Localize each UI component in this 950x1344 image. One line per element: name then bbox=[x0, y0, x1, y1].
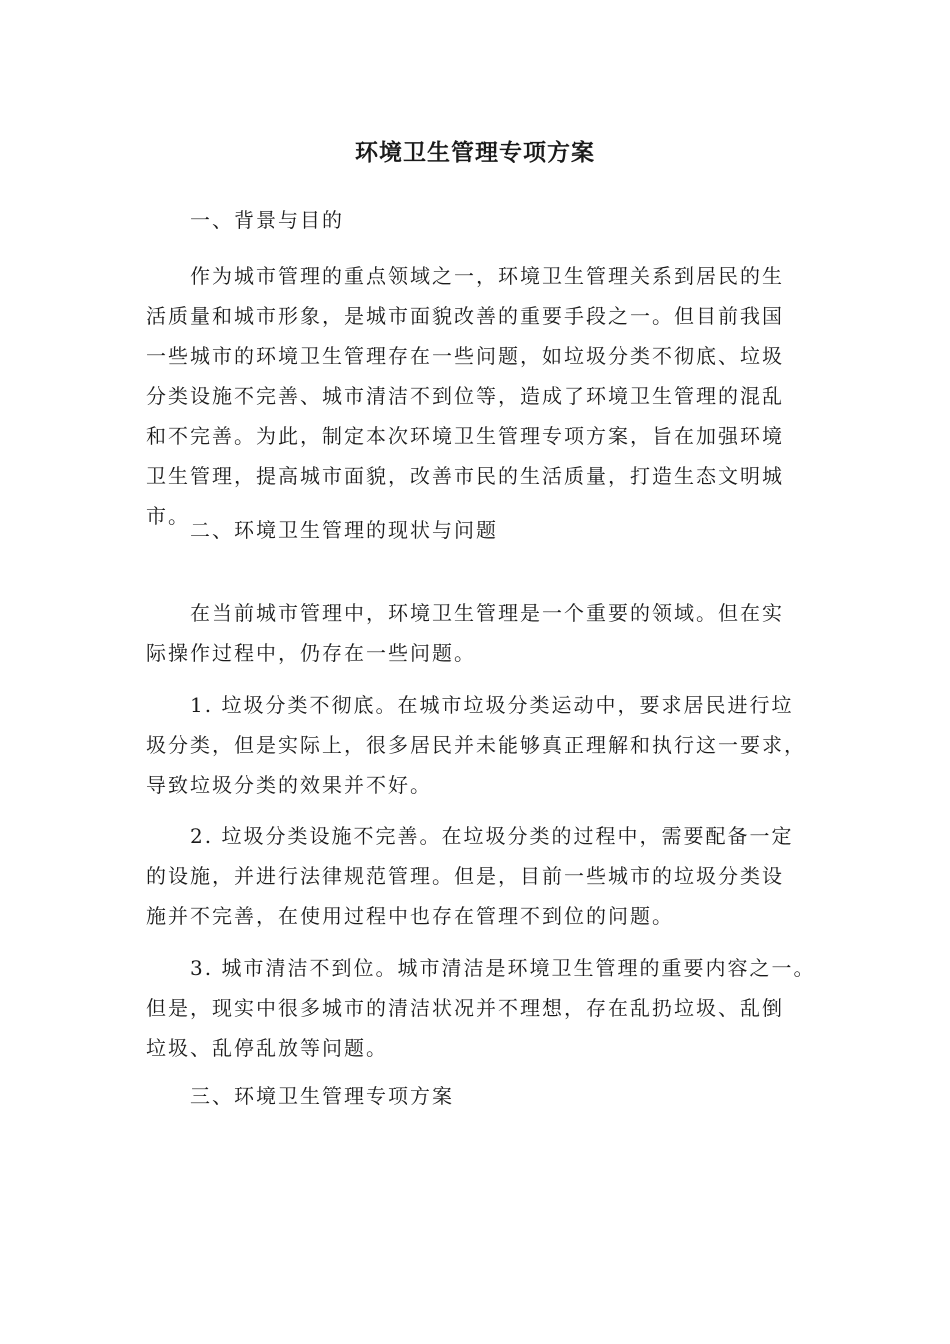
section-heading-text: 二、环境卫生管理的现状与问题 bbox=[190, 518, 498, 542]
paragraph-line: 一些城市的环境卫生管理存在一些问题，如垃圾分类不彻底、垃圾 bbox=[146, 344, 784, 368]
section-heading-text: 三、环境卫生管理专项方案 bbox=[190, 1084, 454, 1108]
document-title: 环境卫生管理专项方案 bbox=[355, 140, 595, 166]
list-item-cleaning bbox=[146, 948, 816, 1068]
paragraph-line: 圾分类，但是实际上，很多居民并未能够真正理解和执行这一要求， bbox=[146, 733, 806, 757]
list-item-facilities bbox=[146, 816, 806, 936]
section-heading-status bbox=[146, 510, 806, 550]
section-heading-background bbox=[146, 200, 806, 240]
paragraph-line: 导致垃圾分类的效果并不好。 bbox=[146, 773, 432, 797]
paragraph-line: 施并不完善，在使用过程中也存在管理不到位的问题。 bbox=[146, 904, 674, 928]
paragraph-line: 市。 bbox=[146, 504, 190, 528]
section-heading-plan bbox=[146, 1076, 806, 1116]
paragraph-line: 垃圾、乱停乱放等问题。 bbox=[146, 1036, 388, 1060]
section-heading-text: 一、背景与目的 bbox=[190, 208, 344, 232]
paragraph-line: 作为城市管理的重点领域之一，环境卫生管理关系到居民的生 bbox=[190, 264, 784, 288]
paragraph-line: 1. 垃圾分类不彻底。在城市垃圾分类运动中，要求居民进行垃 bbox=[190, 693, 794, 717]
paragraph-line: 在当前城市管理中，环境卫生管理是一个重要的领域。但在实 bbox=[190, 601, 784, 625]
paragraph-line: 活质量和城市形象，是城市面貌改善的重要手段之一。但目前我国 bbox=[146, 304, 784, 328]
paragraph-line: 3. 城市清洁不到位。城市清洁是环境卫生管理的重要内容之一。 bbox=[190, 956, 816, 980]
paragraph-line: 但是，现实中很多城市的清洁状况并不理想，存在乱扔垃圾、乱倒 bbox=[146, 996, 784, 1020]
paragraph-status bbox=[146, 593, 806, 673]
paragraph-line: 和不完善。为此，制定本次环境卫生管理专项方案，旨在加强环境 bbox=[146, 424, 784, 448]
paragraph-line: 卫生管理，提高城市面貌，改善市民的生活质量，打造生态文明城 bbox=[146, 464, 784, 488]
paragraph-background bbox=[146, 256, 806, 536]
paragraph-line: 际操作过程中，仍存在一些问题。 bbox=[146, 641, 476, 665]
paragraph-line: 2. 垃圾分类设施不完善。在垃圾分类的过程中，需要配备一定 bbox=[190, 824, 794, 848]
list-item-sorting bbox=[146, 685, 806, 805]
paragraph-line: 分类设施不完善、城市清洁不到位等，造成了环境卫生管理的混乱 bbox=[146, 384, 784, 408]
paragraph-line: 的设施，并进行法律规范管理。但是，目前一些城市的垃圾分类设 bbox=[146, 864, 784, 888]
